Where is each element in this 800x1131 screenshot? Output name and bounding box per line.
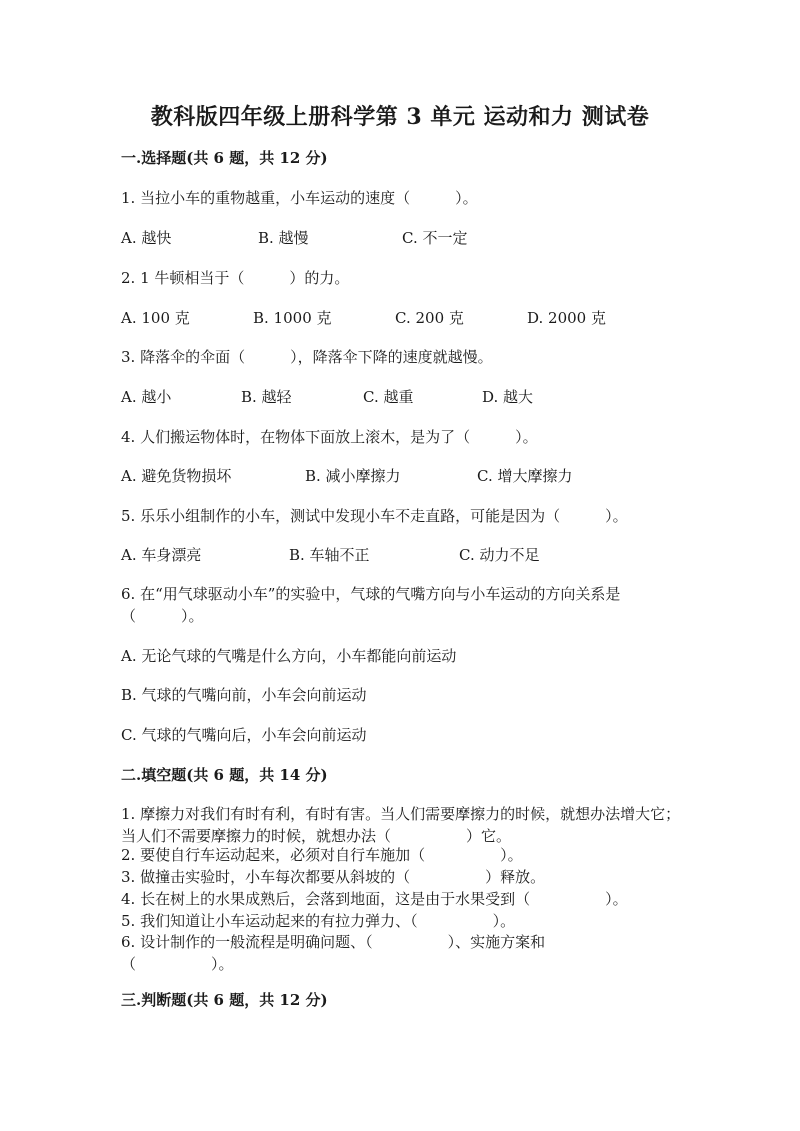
question-option: C. 增大摩擦力: [477, 467, 573, 485]
question-option: D. 越大: [482, 388, 534, 406]
question-option: B. 减小摩擦力: [305, 467, 401, 485]
question-option: B. 越轻: [241, 388, 292, 406]
question-stem: 6. 在“用气球驱动小车”的实验中，气球的气嘴方向与小车运动的方向关系是（ ）。: [121, 585, 621, 625]
question-option: C. 200 克: [395, 309, 464, 327]
question-stem: 1. 当拉小车的重物越重，小车运动的速度（ ）。: [121, 189, 478, 207]
question-option: A. 越快: [121, 229, 172, 247]
page-title: 教科版四年级上册科学第 3 单元 运动和力 测试卷: [150, 104, 650, 130]
question-stem: 4. 人们搬运物体时，在物体下面放上滚木，是为了（ ）。: [121, 428, 538, 446]
question-option: B. 1000 克: [253, 309, 332, 327]
fill-question: 4. 长在树上的水果成熟后，会落到地面，这是由于水果受到（ ）。: [121, 890, 628, 908]
question-option: C. 越重: [363, 388, 414, 406]
section-heading-fill: 二.填空题(共 6 题，共 14 分): [121, 766, 328, 784]
fill-question: 1. 摩擦力对我们有时有利，有时有害。当人们需要摩擦力的时候，就想办法增大它；当人们不需要摩擦力的时候，就想办法（ ）它。: [121, 805, 681, 845]
question-option: A. 无论气球的气嘴是什么方向，小车都能向前运动: [121, 647, 457, 665]
question-option: A. 避免货物损坏: [121, 467, 232, 485]
question-option: B. 车轴不正: [289, 546, 370, 564]
fill-question: 3. 做撞击实验时，小车每次都要从斜坡的（ ）释放。: [121, 868, 546, 886]
section-heading-choice: 一.选择题(共 6 题，共 12 分): [121, 149, 328, 167]
question-option: B. 越慢: [258, 229, 309, 247]
fill-question: 2. 要使自行车运动起来，必须对自行车施加（ ）。: [121, 846, 523, 864]
question-option: D. 2000 克: [527, 309, 606, 327]
question-stem: 5. 乐乐小组制作的小车，测试中发现小车不走直路，可能是因为（ ）。: [121, 507, 628, 525]
question-option: C. 动力不足: [459, 546, 540, 564]
section-heading-judge: 三.判断题(共 6 题，共 12 分): [121, 991, 328, 1009]
question-option: C. 不一定: [402, 229, 468, 247]
question-option: C. 气球的气嘴向后，小车会向前运动: [121, 726, 367, 744]
fill-question: 5. 我们知道让小车运动起来的有拉力弹力、（ ）。: [121, 912, 516, 930]
question-option: B. 气球的气嘴向前，小车会向前运动: [121, 686, 367, 704]
question-stem: 2. 1 牛顿相当于（ ）的力。: [121, 269, 350, 287]
question-stem: 3. 降落伞的伞面（ ），降落伞下降的速度就越慢。: [121, 348, 493, 366]
fill-question: 6. 设计制作的一般流程是明确问题、（ ）、实施方案和（ ）。: [121, 933, 546, 973]
question-option: A. 100 克: [121, 309, 190, 327]
question-option: A. 越小: [121, 388, 172, 406]
question-option: A. 车身漂亮: [121, 546, 202, 564]
